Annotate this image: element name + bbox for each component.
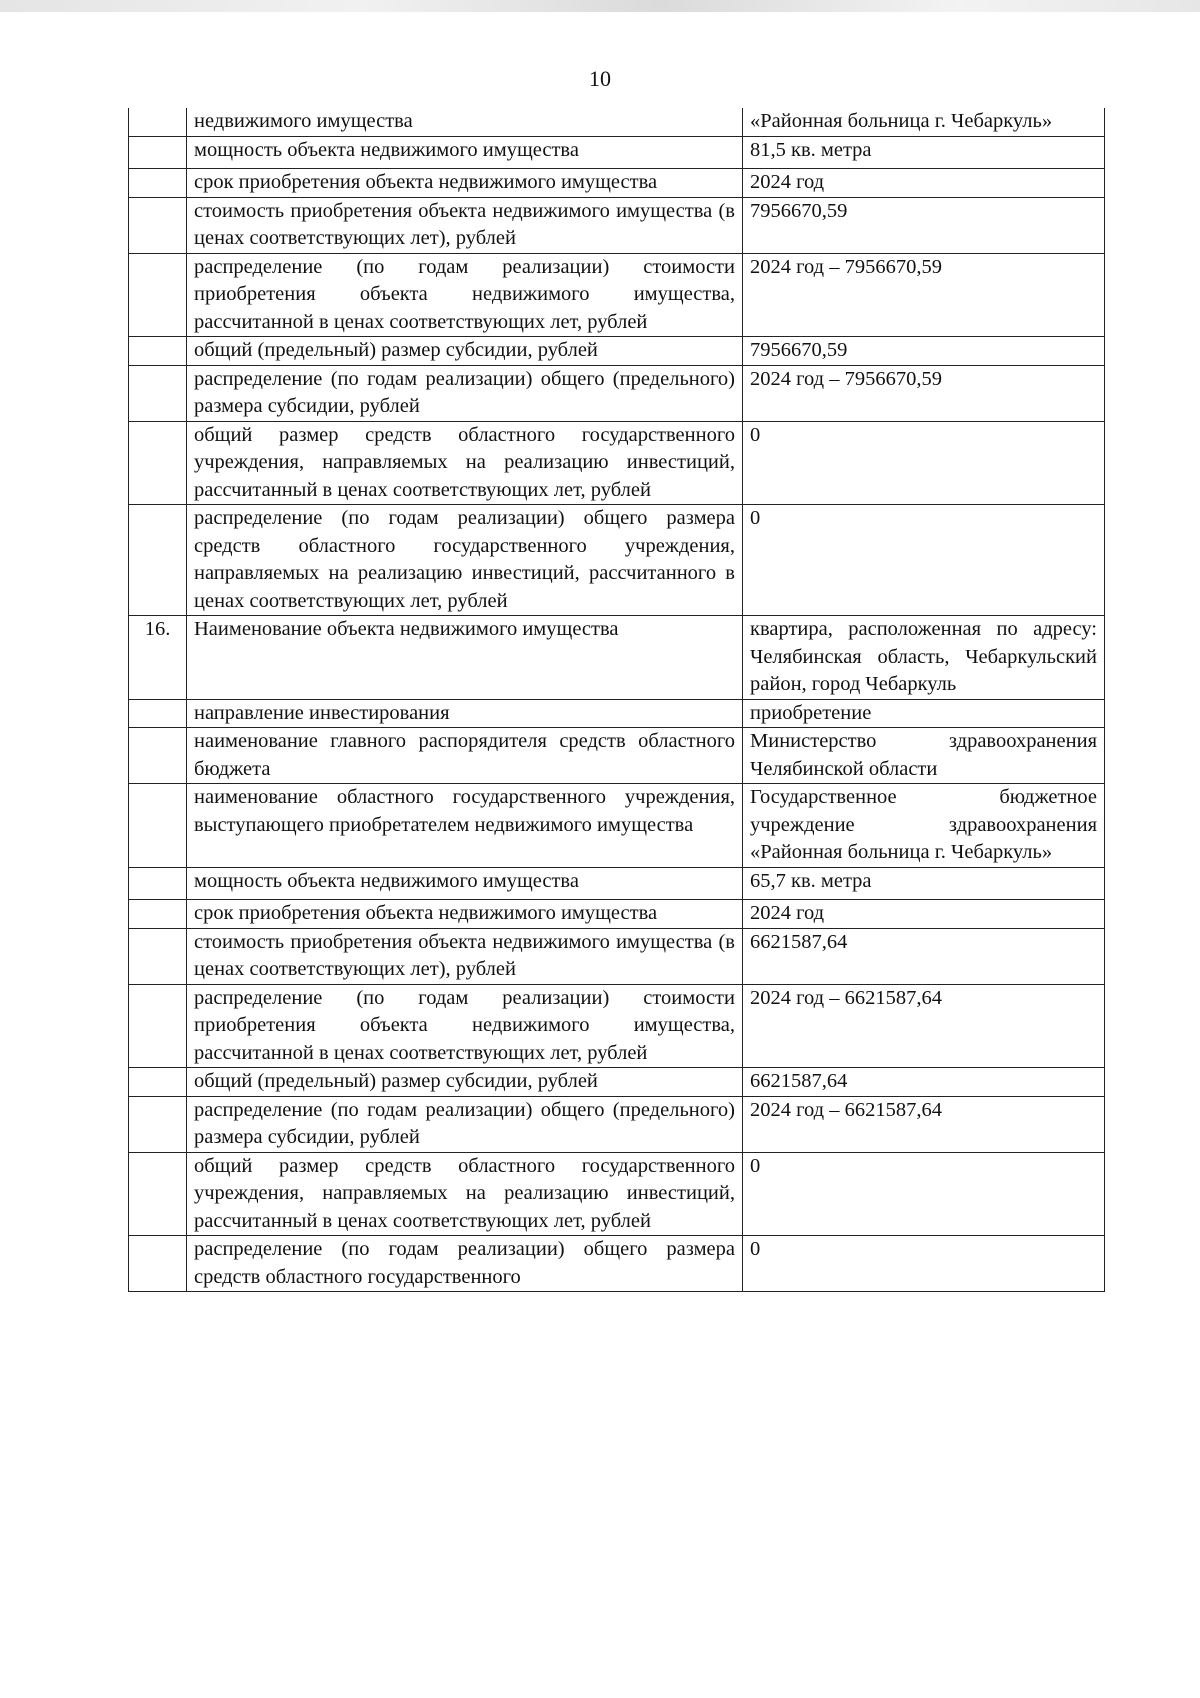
table-row [129, 1096, 1105, 1152]
row-value: 2024 год [743, 169, 1105, 198]
row-number [129, 728, 187, 784]
row-label: распределение (по годам реализации) общего (предельного) размера субсидии, рублей [187, 365, 743, 421]
row-number [129, 784, 187, 868]
row-number: 16. [129, 616, 187, 700]
row-value: 81,5 кв. метра [743, 136, 1105, 169]
row-label: наименование областного государственного учреждения, выступающего приобретателем недвижимого имущества [187, 784, 743, 868]
scan-edge [0, 0, 1200, 12]
row-number [129, 136, 187, 169]
row-label: наименование главного распорядителя средств областного бюджета [187, 728, 743, 784]
row-number [129, 984, 187, 1068]
row-value: 2024 год – 6621587,64 [743, 1096, 1105, 1152]
table-row [129, 197, 1105, 253]
row-label: распределение (по годам реализации) стоимости приобретения объекта недвижимого имущества, рассчитанной в ценах соответствующих лет, рублей [187, 253, 743, 337]
table-row [129, 984, 1105, 1068]
table-row [129, 728, 1105, 784]
row-number [129, 1096, 187, 1152]
table-row [129, 900, 1105, 929]
row-label: распределение (по годам реализации) общего (предельного) размера субсидии, рублей [187, 1096, 743, 1152]
row-label: общий размер средств областного государственного учреждения, направляемых на реализацию инвестиций, рассчитанный в ценах соответствующих лет, рублей [187, 1152, 743, 1236]
row-value: 6621587,64 [743, 928, 1105, 984]
table-row [129, 253, 1105, 337]
row-number [129, 505, 187, 616]
row-number [129, 928, 187, 984]
row-value: 6621587,64 [743, 1068, 1105, 1097]
row-value: 2024 год – 6621587,64 [743, 984, 1105, 1068]
row-number [129, 1068, 187, 1097]
investment-table [128, 108, 1105, 1292]
row-label: распределение (по годам реализации) стоимости приобретения объекта недвижимого имущества, рассчитанной в ценах соответствующих лет, рублей [187, 984, 743, 1068]
row-number [129, 421, 187, 505]
row-number [129, 337, 187, 366]
row-label: направление инвестирования [187, 699, 743, 728]
row-value: 2024 год [743, 900, 1105, 929]
row-value: 65,7 кв. метра [743, 867, 1105, 900]
row-value: 0 [743, 505, 1105, 616]
table-row [129, 108, 1105, 136]
row-label: распределение (по годам реализации) общего размера средств областного государственного [187, 1236, 743, 1292]
row-value: Министерство здравоохранения Челябинской области [743, 728, 1105, 784]
table-row [129, 928, 1105, 984]
row-value: «Районная больница г. Чебаркуль» [743, 108, 1105, 136]
row-label: стоимость приобретения объекта недвижимого имущества (в ценах соответствующих лет), рублей [187, 928, 743, 984]
row-label: общий (предельный) размер субсидии, рублей [187, 337, 743, 366]
row-number [129, 699, 187, 728]
table-row [129, 616, 1105, 700]
table-row [129, 867, 1105, 900]
table-row [129, 1152, 1105, 1236]
row-label: общий размер средств областного государственного учреждения, направляемых на реализацию инвестиций, рассчитанный в ценах соответствующих лет, рублей [187, 421, 743, 505]
row-value: 0 [743, 1236, 1105, 1292]
row-label: стоимость приобретения объекта недвижимого имущества (в ценах соответствующих лет), рублей [187, 197, 743, 253]
table-row [129, 169, 1105, 198]
table-row [129, 699, 1105, 728]
row-label: общий (предельный) размер субсидии, рублей [187, 1068, 743, 1097]
row-value: 2024 год – 7956670,59 [743, 365, 1105, 421]
row-value: Государственное бюджетное учреждение здравоохранения «Районная больница г. Чебаркуль» [743, 784, 1105, 868]
row-number [129, 253, 187, 337]
row-value: 0 [743, 1152, 1105, 1236]
row-value: 0 [743, 421, 1105, 505]
row-number [129, 365, 187, 421]
row-number [129, 867, 187, 900]
row-label: распределение (по годам реализации) общего размера средств областного государственного учреждения, направляемых на реализацию инвестиций, рассчитанного в ценах соответствующих лет, рублей [187, 505, 743, 616]
row-number [129, 169, 187, 198]
row-value: 2024 год – 7956670,59 [743, 253, 1105, 337]
row-number [129, 1152, 187, 1236]
row-value: 7956670,59 [743, 337, 1105, 366]
table-row [129, 505, 1105, 616]
page-number: 10 [589, 66, 611, 91]
table-row [129, 136, 1105, 169]
row-label: срок приобретения объекта недвижимого имущества [187, 900, 743, 929]
row-value: квартира, расположенная по адресу: Челябинская область, Чебаркульский район, город Чебаркуль [743, 616, 1105, 700]
row-number [129, 1236, 187, 1292]
table-row [129, 365, 1105, 421]
table-row [129, 337, 1105, 366]
table-row [129, 1068, 1105, 1097]
row-number [129, 108, 187, 136]
row-number [129, 197, 187, 253]
row-value: 7956670,59 [743, 197, 1105, 253]
row-label: мощность объекта недвижимого имущества [187, 136, 743, 169]
row-label: Наименование объекта недвижимого имущества [187, 616, 743, 700]
table-row [129, 421, 1105, 505]
table-row [129, 784, 1105, 868]
table-row [129, 1236, 1105, 1292]
row-value: приобретение [743, 699, 1105, 728]
row-label: срок приобретения объекта недвижимого имущества [187, 169, 743, 198]
row-label: мощность объекта недвижимого имущества [187, 867, 743, 900]
row-label: недвижимого имущества [187, 108, 743, 136]
row-number [129, 900, 187, 929]
